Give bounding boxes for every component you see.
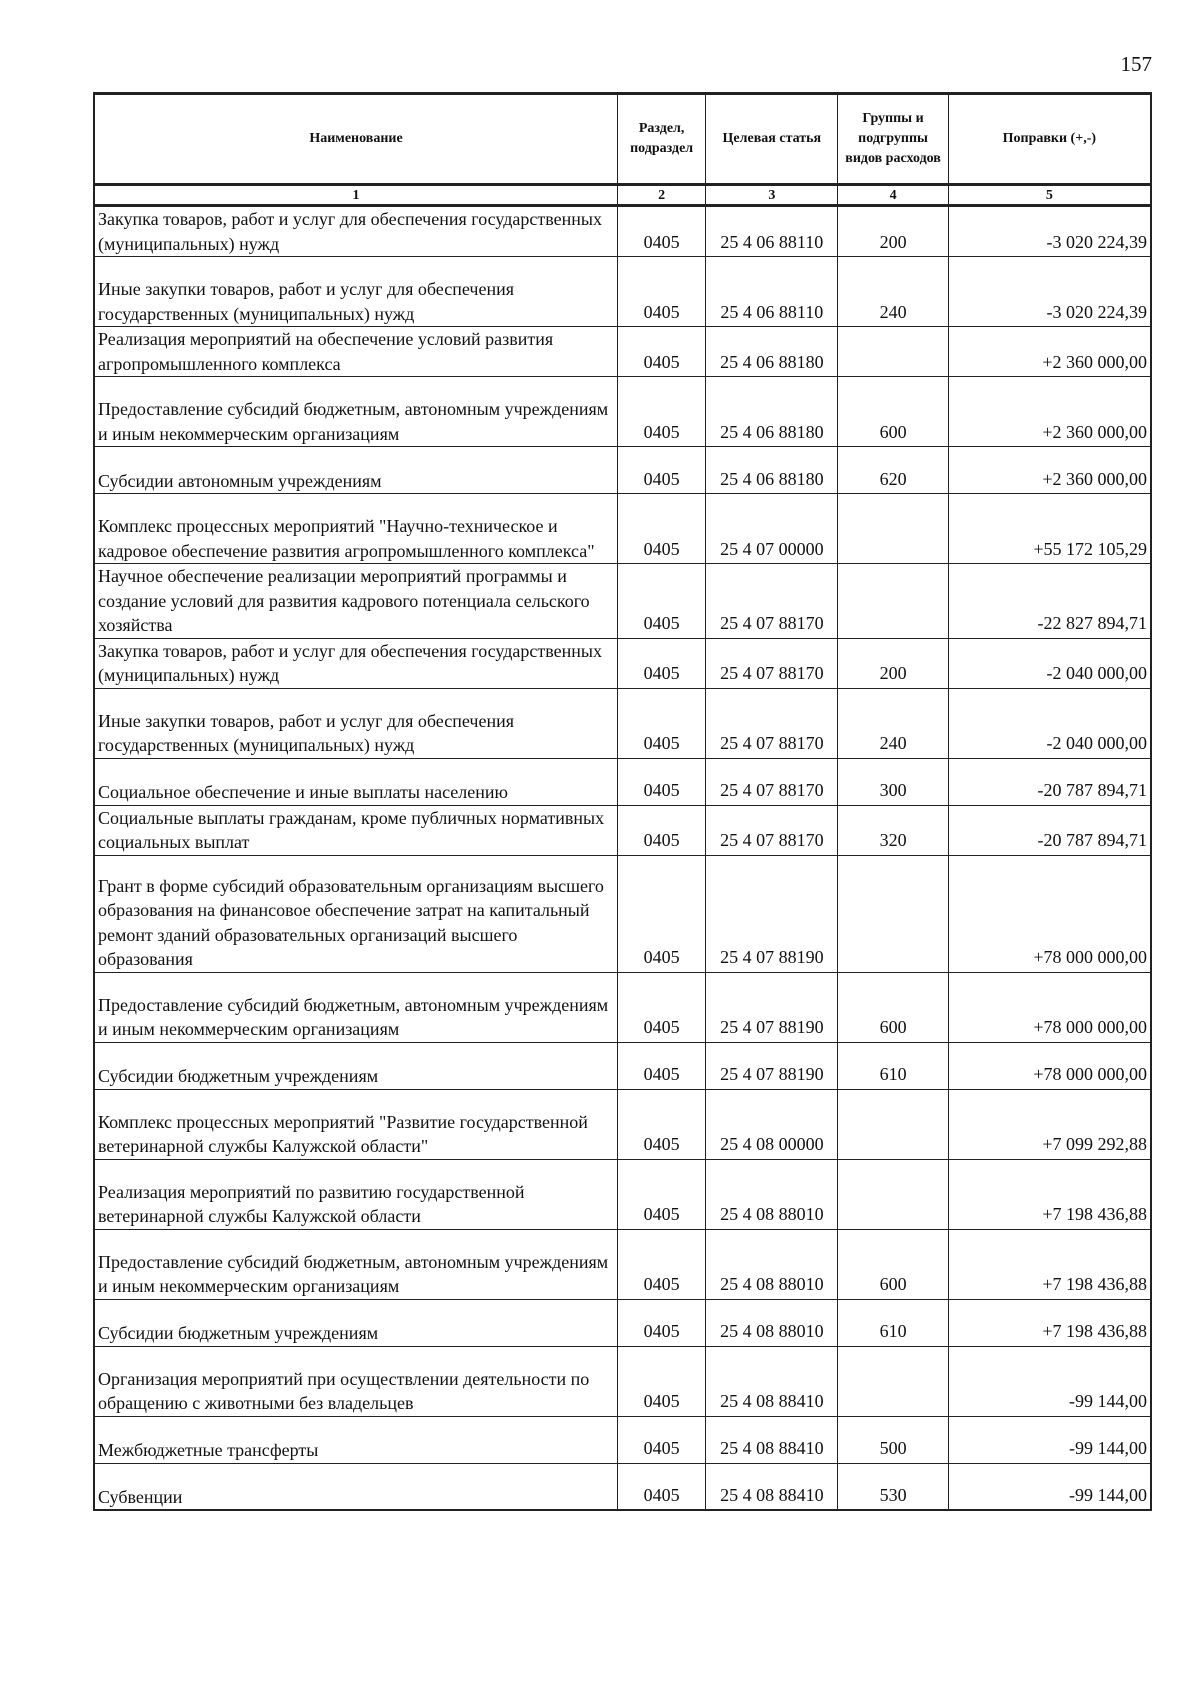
row-name: Социальное обеспечение и иные выплаты населению (94, 758, 618, 805)
row-amendment-amount: -3 020 224,39 (948, 257, 1151, 327)
row-section-code: 0405 (618, 1159, 706, 1229)
table-row (94, 564, 1151, 639)
row-name: Социальные выплаты гражданам, кроме публичных нормативных социальных выплат (94, 805, 618, 855)
row-target-article: 25 4 08 88410 (706, 1463, 838, 1510)
row-expense-group (838, 855, 948, 972)
row-amendment-amount: +7 198 436,88 (948, 1299, 1151, 1346)
table-row (94, 972, 1151, 1042)
row-section-code: 0405 (618, 327, 706, 377)
row-section-code: 0405 (618, 1229, 706, 1299)
row-target-article: 25 4 06 88110 (706, 257, 838, 327)
row-expense-group: 600 (838, 972, 948, 1042)
row-expense-group: 240 (838, 257, 948, 327)
row-amendment-amount: +78 000 000,00 (948, 855, 1151, 972)
row-amendment-amount: -3 020 224,39 (948, 206, 1151, 257)
column-number: 2 (618, 185, 706, 206)
row-amendment-amount: -99 144,00 (948, 1346, 1151, 1416)
row-section-code: 0405 (618, 447, 706, 494)
row-target-article: 25 4 07 00000 (706, 494, 838, 564)
row-expense-group: 500 (838, 1416, 948, 1463)
row-name: Реализация мероприятий по развитию государственной ветеринарной службы Калужской области (94, 1159, 618, 1229)
table-row (94, 1416, 1151, 1463)
row-name: Субсидии бюджетным учреждениям (94, 1042, 618, 1089)
table-row (94, 688, 1151, 758)
table-row (94, 1229, 1151, 1299)
row-section-code: 0405 (618, 564, 706, 639)
row-target-article: 25 4 07 88190 (706, 855, 838, 972)
row-name: Предоставление субсидий бюджетным, автономным учреждениям и иным некоммерческим организациям (94, 377, 618, 447)
table-row (94, 1463, 1151, 1510)
row-name: Межбюджетные трансферты (94, 1416, 618, 1463)
row-name: Закупка товаров, работ и услуг для обеспечения государственных (муниципальных) нужд (94, 206, 618, 257)
row-name: Комплекс процессных мероприятий "Развитие государственной ветеринарной службы Калужской области" (94, 1089, 618, 1159)
row-section-code: 0405 (618, 257, 706, 327)
row-section-code: 0405 (618, 1416, 706, 1463)
row-section-code: 0405 (618, 1042, 706, 1089)
row-name: Комплекс процессных мероприятий "Научно-техническое и кадровое обеспечение развития агропромышленного комплекса" (94, 494, 618, 564)
row-expense-group (838, 1089, 948, 1159)
row-amendment-amount: +2 360 000,00 (948, 447, 1151, 494)
row-target-article: 25 4 08 88410 (706, 1416, 838, 1463)
header-amendments: Поправки (+,-) (948, 94, 1151, 185)
row-target-article: 25 4 07 88170 (706, 564, 838, 639)
table-row (94, 1159, 1151, 1229)
row-name: Реализация мероприятий на обеспечение условий развития агропромышленного комплекса (94, 327, 618, 377)
column-number: 1 (94, 185, 618, 206)
row-expense-group: 320 (838, 805, 948, 855)
row-amendment-amount: -99 144,00 (948, 1416, 1151, 1463)
row-target-article: 25 4 08 88010 (706, 1159, 838, 1229)
column-number: 3 (706, 185, 838, 206)
row-amendment-amount: -22 827 894,71 (948, 564, 1151, 639)
row-target-article: 25 4 08 88010 (706, 1299, 838, 1346)
row-expense-group: 610 (838, 1042, 948, 1089)
row-amendment-amount: -20 787 894,71 (948, 758, 1151, 805)
table-row (94, 1042, 1151, 1089)
row-name: Грант в форме субсидий образовательным организациям высшего образования на финансовое обеспечение затрат на капитальный ремонт зданий образовательных организаций высшего образования (94, 855, 618, 972)
row-target-article: 25 4 07 88170 (706, 638, 838, 688)
row-amendment-amount: +7 198 436,88 (948, 1159, 1151, 1229)
row-amendment-amount: -99 144,00 (948, 1463, 1151, 1510)
row-expense-group: 240 (838, 688, 948, 758)
column-number: 5 (948, 185, 1151, 206)
table-row (94, 327, 1151, 377)
row-amendment-amount: +55 172 105,29 (948, 494, 1151, 564)
header-section: Раздел, подраздел (618, 94, 706, 185)
row-target-article: 25 4 07 88170 (706, 688, 838, 758)
row-expense-group: 620 (838, 447, 948, 494)
column-number: 4 (838, 185, 948, 206)
row-section-code: 0405 (618, 1346, 706, 1416)
table-row (94, 1299, 1151, 1346)
row-amendment-amount: +78 000 000,00 (948, 1042, 1151, 1089)
row-name: Закупка товаров, работ и услуг для обеспечения государственных (муниципальных) нужд (94, 638, 618, 688)
row-amendment-amount: +7 099 292,88 (948, 1089, 1151, 1159)
table-header-row (94, 94, 1151, 185)
row-section-code: 0405 (618, 972, 706, 1042)
row-target-article: 25 4 08 88410 (706, 1346, 838, 1416)
table-row (94, 805, 1151, 855)
row-section-code: 0405 (618, 1463, 706, 1510)
row-section-code: 0405 (618, 638, 706, 688)
table-row (94, 855, 1151, 972)
header-expense-group: Группы и подгруппы видов расходов (838, 94, 948, 185)
row-section-code: 0405 (618, 1299, 706, 1346)
row-expense-group: 300 (838, 758, 948, 805)
row-target-article: 25 4 07 88170 (706, 758, 838, 805)
row-section-code: 0405 (618, 494, 706, 564)
table-body (94, 206, 1151, 1511)
row-expense-group: 200 (838, 638, 948, 688)
table-row (94, 494, 1151, 564)
page-number: 157 (1120, 52, 1152, 76)
row-target-article: 25 4 07 88190 (706, 1042, 838, 1089)
row-amendment-amount: +2 360 000,00 (948, 327, 1151, 377)
row-name: Организация мероприятий при осуществлении деятельности по обращению с животными без владельцев (94, 1346, 618, 1416)
row-name: Предоставление субсидий бюджетным, автономным учреждениям и иным некоммерческим организациям (94, 972, 618, 1042)
row-section-code: 0405 (618, 377, 706, 447)
row-name: Субсидии бюджетным учреждениям (94, 1299, 618, 1346)
table-row (94, 1346, 1151, 1416)
table-row (94, 758, 1151, 805)
row-expense-group: 530 (838, 1463, 948, 1510)
row-amendment-amount: -20 787 894,71 (948, 805, 1151, 855)
header-name: Наименование (94, 94, 618, 185)
row-amendment-amount: +7 198 436,88 (948, 1229, 1151, 1299)
row-amendment-amount: -2 040 000,00 (948, 638, 1151, 688)
row-name: Иные закупки товаров, работ и услуг для обеспечения государственных (муниципальных) нужд (94, 688, 618, 758)
row-amendment-amount: -2 040 000,00 (948, 688, 1151, 758)
row-target-article: 25 4 06 88180 (706, 377, 838, 447)
row-expense-group (838, 1346, 948, 1416)
row-expense-group: 600 (838, 377, 948, 447)
row-section-code: 0405 (618, 1089, 706, 1159)
row-expense-group (838, 564, 948, 639)
row-name: Предоставление субсидий бюджетным, автономным учреждениям и иным некоммерческим организациям (94, 1229, 618, 1299)
row-name: Субвенции (94, 1463, 618, 1510)
row-section-code: 0405 (618, 688, 706, 758)
row-target-article: 25 4 07 88170 (706, 805, 838, 855)
table-row (94, 638, 1151, 688)
row-target-article: 25 4 06 88110 (706, 206, 838, 257)
row-section-code: 0405 (618, 758, 706, 805)
table-row (94, 1089, 1151, 1159)
row-target-article: 25 4 08 88010 (706, 1229, 838, 1299)
row-expense-group: 610 (838, 1299, 948, 1346)
table-row (94, 377, 1151, 447)
row-target-article: 25 4 06 88180 (706, 447, 838, 494)
row-expense-group (838, 494, 948, 564)
row-name: Субсидии автономным учреждениям (94, 447, 618, 494)
table-row (94, 257, 1151, 327)
row-expense-group (838, 1159, 948, 1229)
row-expense-group (838, 327, 948, 377)
budget-amendments-table (93, 92, 1152, 1511)
header-target-article: Целевая статья (706, 94, 838, 185)
column-number-row (94, 185, 1151, 206)
row-name: Научное обеспечение реализации мероприятий программы и создание условий для развития кадрового потенциала сельского хозяйства (94, 564, 618, 639)
row-section-code: 0405 (618, 855, 706, 972)
row-amendment-amount: +2 360 000,00 (948, 377, 1151, 447)
row-target-article: 25 4 08 00000 (706, 1089, 838, 1159)
row-expense-group: 200 (838, 206, 948, 257)
table-row (94, 206, 1151, 257)
table-row (94, 447, 1151, 494)
row-name: Иные закупки товаров, работ и услуг для обеспечения государственных (муниципальных) нужд (94, 257, 618, 327)
row-section-code: 0405 (618, 206, 706, 257)
row-target-article: 25 4 07 88190 (706, 972, 838, 1042)
row-amendment-amount: +78 000 000,00 (948, 972, 1151, 1042)
row-target-article: 25 4 06 88180 (706, 327, 838, 377)
row-expense-group: 600 (838, 1229, 948, 1299)
row-section-code: 0405 (618, 805, 706, 855)
